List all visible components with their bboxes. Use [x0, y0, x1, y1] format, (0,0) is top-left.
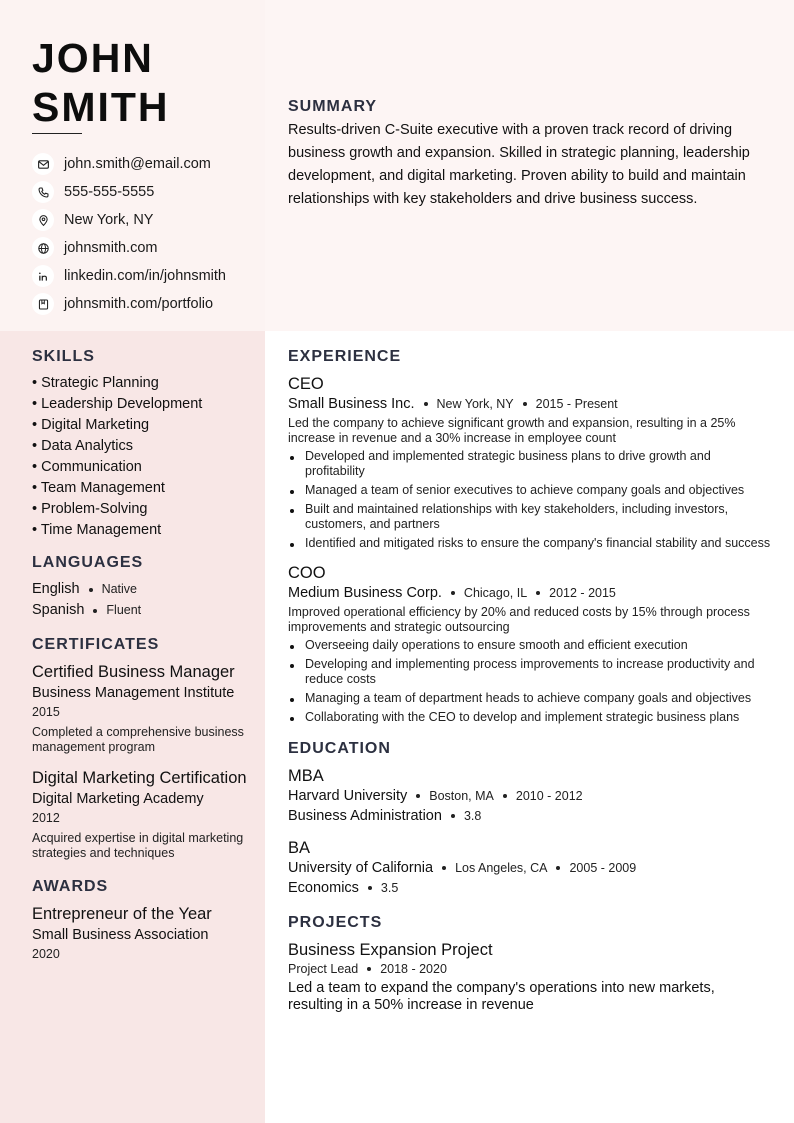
language-level: Native: [101, 582, 137, 596]
separator-dot: [451, 814, 455, 818]
school-dates: 2010 - 2012: [515, 789, 583, 803]
education-item: [288, 766, 772, 824]
separator-dot: [442, 866, 446, 870]
contact-linkedin-text: linkedin.com/in/johnsmith: [64, 268, 226, 284]
experience-item: [288, 563, 772, 725]
education-item: [288, 838, 772, 896]
school-dates: 2005 - 2009: [569, 861, 637, 875]
language-name: English: [32, 581, 80, 597]
awards-heading: AWARDS: [32, 878, 109, 895]
certificate-title: Certified Business Manager: [32, 663, 235, 681]
job-dates: 2012 - 2015: [549, 586, 616, 600]
bullet-item: Collaborating with the CEO to develop and implement strategic business plans: [288, 710, 772, 725]
skill-item: • Leadership Development: [32, 396, 203, 412]
contact-phone[interactable]: [32, 178, 226, 206]
certificate-issuer: Digital Marketing Academy: [32, 791, 204, 807]
projects-heading: PROJECTS: [288, 914, 383, 931]
job-title: COO: [288, 564, 326, 582]
languages-heading: LANGUAGES: [32, 554, 144, 571]
school-location: Boston, MA: [429, 789, 494, 803]
contact-linkedin[interactable]: [32, 262, 226, 290]
job-description: Led the company to achieve significant growth and expansion, resulting in a 25% increase in revenue and a 30% increase in employee count: [288, 416, 736, 445]
certificate-issuer: Business Management Institute: [32, 685, 235, 701]
skills-list: [32, 373, 247, 541]
bullet-item: Identified and mitigated risks to ensure the company's financial stability and success: [288, 536, 772, 551]
separator-dot: [368, 886, 372, 890]
job-bullets: [288, 449, 772, 551]
contact-email[interactable]: [32, 150, 226, 178]
name-first: JOHN: [32, 35, 154, 81]
job-location: New York, NY: [436, 397, 514, 411]
globe-icon: [32, 237, 54, 259]
gpa: 3.5: [380, 881, 399, 895]
job-bullets: [288, 638, 772, 725]
award-year: 2020: [32, 947, 60, 961]
degree: BA: [288, 839, 311, 857]
school-meta: [288, 860, 772, 876]
summary-heading: SUMMARY: [288, 98, 378, 115]
experience-item: [288, 374, 772, 551]
field-meta: [288, 808, 772, 824]
linkedin-icon: [32, 265, 54, 287]
gpa: 3.8: [463, 809, 482, 823]
contact-location-text: New York, NY: [64, 212, 154, 228]
job-location: Chicago, IL: [463, 586, 528, 600]
award-title: Entrepreneur of the Year: [32, 905, 212, 923]
company-name: Small Business Inc.: [288, 396, 415, 412]
field-of-study: Business Administration: [288, 808, 442, 824]
bullet-item: Managing a team of department heads to achieve company goals and objectives: [288, 691, 772, 706]
contact-website-text: johnsmith.com: [64, 240, 158, 256]
school-location: Los Angeles, CA: [455, 861, 548, 875]
field-meta: [288, 880, 772, 896]
certificate-description: Completed a comprehensive business management program: [32, 725, 244, 754]
separator-dot: [523, 402, 527, 406]
certificate-year: 2012: [32, 811, 60, 825]
bullet-item: Overseeing daily operations to ensure smooth and efficient execution: [288, 638, 772, 653]
languages-list: [32, 579, 247, 621]
separator-dot: [89, 588, 93, 592]
bullet-item: Managed a team of senior executives to achieve company goals and objectives: [288, 483, 772, 498]
company-name: Medium Business Corp.: [288, 585, 442, 601]
location-icon: [32, 209, 54, 231]
project-meta: [288, 962, 772, 976]
contact-location: [32, 206, 226, 234]
skill-item: • Time Management: [32, 522, 162, 538]
skills-heading: SKILLS: [32, 348, 95, 365]
contact-list: [32, 150, 226, 318]
skill-item: • Problem-Solving: [32, 501, 148, 517]
contact-email-text: john.smith@email.com: [64, 156, 211, 172]
skill-item: • Digital Marketing: [32, 417, 150, 433]
award-item: [32, 904, 247, 961]
separator-dot: [451, 591, 455, 595]
certificate-item: [32, 768, 247, 861]
school-name: Harvard University: [288, 788, 408, 804]
contact-portfolio[interactable]: [32, 290, 226, 318]
separator-dot: [556, 866, 560, 870]
main-content: [288, 348, 772, 1014]
project-description: Led a team to expand the company's operations into new markets, resulting in a 50% increase in revenue: [288, 980, 715, 1013]
skill-item: • Data Analytics: [32, 438, 133, 454]
contact-phone-text: 555-555-5555: [64, 184, 155, 200]
separator-dot: [424, 402, 428, 406]
bullet-item: Built and maintained relationships with key stakeholders, including investors, customers, and partners: [288, 502, 772, 532]
job-title: CEO: [288, 375, 324, 393]
certificate-item: [32, 662, 247, 755]
candidate-name: [32, 34, 170, 132]
separator-dot: [416, 794, 420, 798]
project-role: Project Lead: [288, 962, 359, 976]
job-meta: [288, 396, 772, 412]
job-description: Improved operational efficiency by 20% and reduced costs by 15% through process improvements and strategic outsourcing: [288, 605, 750, 634]
school-name: University of California: [288, 860, 434, 876]
sidebar-content: [32, 348, 247, 961]
skill-item: • Team Management: [32, 480, 165, 496]
language-item: [32, 600, 247, 621]
degree: MBA: [288, 767, 324, 785]
award-issuer: Small Business Association: [32, 927, 209, 943]
phone-icon: [32, 181, 54, 203]
bullet-item: Developed and implemented strategic business plans to drive growth and profitability: [288, 449, 772, 479]
school-meta: [288, 788, 772, 804]
separator-dot: [367, 967, 371, 971]
name-last: SMITH: [32, 84, 170, 130]
contact-website[interactable]: [32, 234, 226, 262]
experience-heading: EXPERIENCE: [288, 348, 402, 365]
language-name: Spanish: [32, 602, 85, 618]
summary-section: [288, 98, 763, 211]
field-of-study: Economics: [288, 880, 359, 896]
certificate-title: Digital Marketing Certification: [32, 769, 247, 787]
separator-dot: [536, 591, 540, 595]
job-dates: 2015 - Present: [535, 397, 618, 411]
name-divider: [32, 133, 82, 134]
portfolio-icon: [32, 293, 54, 315]
summary-text: Results-driven C-Suite executive with a proven track record of driving business growth and expansion. Skilled in strategic planning, leadership development, and digital marketing. Proven ability to build and maintain relationships with key stakeholders and drive business success.: [288, 122, 750, 207]
project-item: [288, 940, 772, 1014]
certificate-year: 2015: [32, 705, 60, 719]
skill-item: • Strategic Planning: [32, 375, 159, 391]
contact-portfolio-text: johnsmith.com/portfolio: [64, 296, 214, 312]
separator-dot: [503, 794, 507, 798]
mail-icon: [32, 153, 54, 175]
job-meta: [288, 585, 772, 601]
separator-dot: [93, 609, 97, 613]
certificate-description: Acquired expertise in digital marketing strategies and techniques: [32, 831, 244, 860]
project-dates: 2018 - 2020: [380, 962, 447, 976]
bullet-item: Developing and implementing process improvements to increase productivity and reduce costs: [288, 657, 772, 687]
skill-item: • Communication: [32, 459, 142, 475]
language-level: Fluent: [106, 603, 142, 617]
project-title: Business Expansion Project: [288, 941, 493, 959]
education-heading: EDUCATION: [288, 740, 391, 757]
language-item: [32, 579, 247, 600]
certificates-heading: CERTIFICATES: [32, 636, 160, 653]
